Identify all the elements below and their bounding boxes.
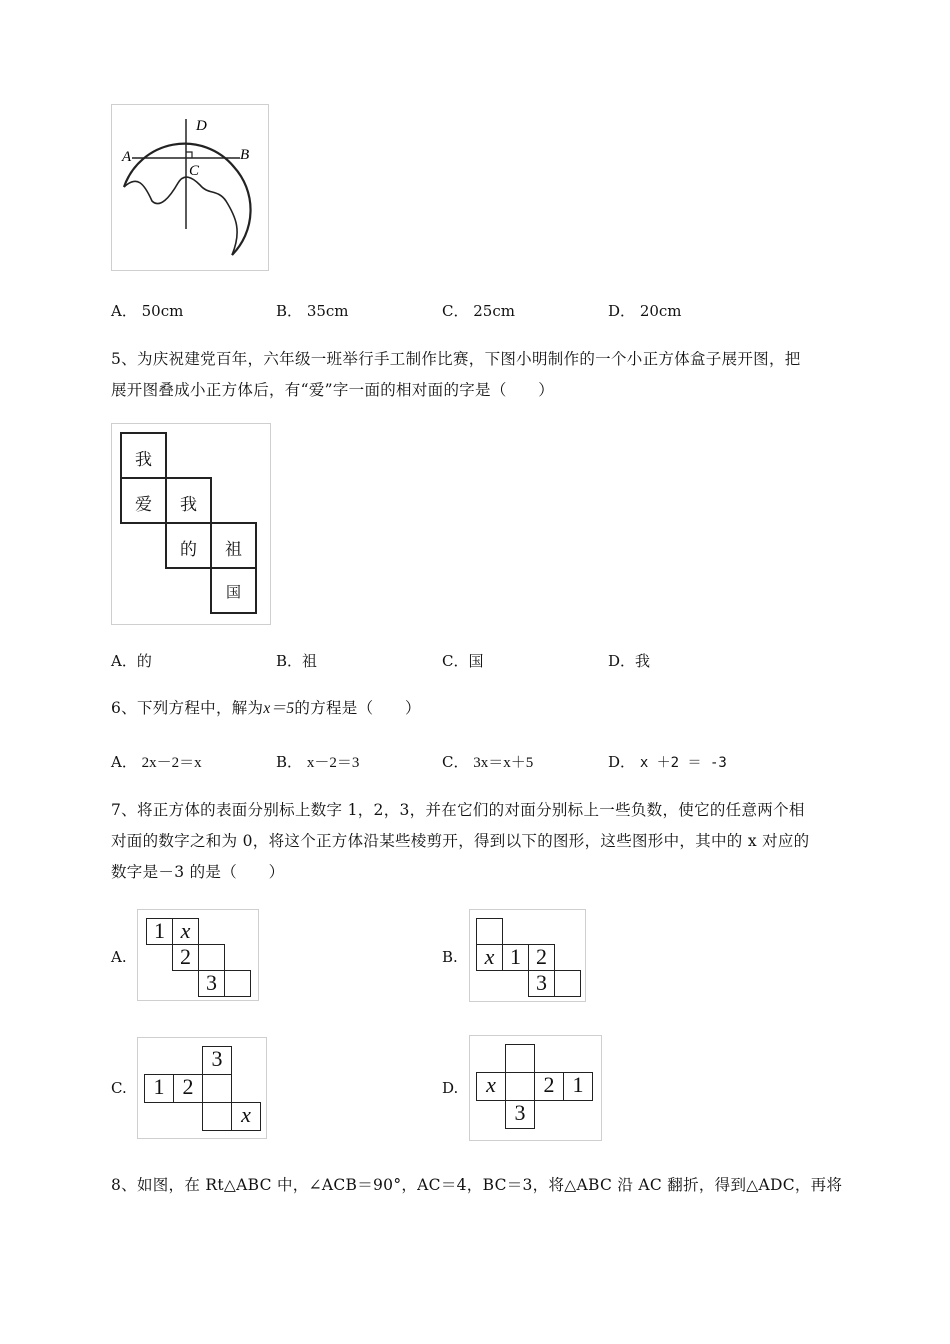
net-c-cell-3: 3 xyxy=(202,1046,232,1075)
q7-line-3: 数字是－3 的是（ ） xyxy=(111,863,285,881)
option-text: 35cm xyxy=(306,302,349,320)
q5-cell-4: 的 xyxy=(165,522,212,569)
q4-label-c: C xyxy=(189,163,200,179)
q7-option-b-label[interactable]: B. xyxy=(442,948,458,966)
q4-option-c[interactable] xyxy=(442,300,515,321)
q5-question xyxy=(111,344,891,406)
q4-figure xyxy=(112,105,268,270)
q4-option-a[interactable] xyxy=(111,300,183,321)
option-text: 国 xyxy=(468,652,484,670)
net-b-cell-1: 1 xyxy=(502,944,529,971)
option-text: 2x－2＝x xyxy=(141,755,202,771)
q7-net-d[interactable] xyxy=(469,1035,602,1141)
q4-label-a: A xyxy=(122,149,132,165)
q6-question xyxy=(111,693,421,724)
q7-net-c[interactable] xyxy=(137,1037,267,1139)
option-text: 25cm xyxy=(473,302,515,320)
net-b-cell-2: 2 xyxy=(528,944,555,971)
q5-net-frame xyxy=(111,423,271,625)
q5-line-2: 展开图叠成小正方体后，有“爱”字一面的相对面的字是（ ） xyxy=(111,381,555,399)
q7-option-a-label[interactable]: A. xyxy=(111,948,127,966)
q4-arc xyxy=(124,144,251,255)
option-letter: A． xyxy=(111,302,137,320)
net-a-cell-x: x xyxy=(172,918,199,945)
q8-question xyxy=(111,1170,901,1201)
q5-line-1: 5、为庆祝建党百年，六年级一班举行手工制作比赛，下图小明制作的一个小正方体盒子展开图，把 xyxy=(111,350,801,368)
q4-option-d[interactable] xyxy=(608,300,682,321)
q4-label-d: D xyxy=(196,118,207,134)
option-letter: C． xyxy=(442,302,469,320)
q6-option-c[interactable] xyxy=(442,751,533,772)
option-text: 50cm xyxy=(141,302,184,320)
option-text: x－2＝3 xyxy=(306,755,360,771)
q8-line-1: 8、如图，在 Rt△ABC 中，∠ACB＝90°，AC＝4，BC＝3，将△ABC 沿 AC 翻折，得到△ADC，再将 xyxy=(111,1176,843,1194)
q6-equation: x＝5 xyxy=(263,700,295,717)
q7-option-d-label[interactable]: D. xyxy=(442,1079,459,1097)
q5-option-d[interactable] xyxy=(608,650,650,671)
option-letter: B． xyxy=(276,652,303,670)
net-c-cell-2: 2 xyxy=(173,1074,203,1103)
q6-option-d[interactable] xyxy=(608,751,727,772)
q5-cell-1: 我 xyxy=(120,432,167,479)
net-d-cell-2: 2 xyxy=(534,1072,564,1101)
q7-net-a[interactable] xyxy=(137,909,259,1001)
q6-prefix: 6、下列方程中，解为 xyxy=(111,699,264,717)
q6-option-a[interactable] xyxy=(111,751,202,772)
option-letter: C． xyxy=(442,652,469,670)
q5-cell-3: 我 xyxy=(165,477,212,524)
option-letter: C． xyxy=(442,753,469,771)
net-a-cell-3: 3 xyxy=(198,970,225,997)
net-b-cell-x: x xyxy=(476,944,503,971)
option-letter: A． xyxy=(111,753,137,771)
net-c-cell-empty-mid xyxy=(202,1074,232,1103)
option-text: 3x＝x＋5 xyxy=(473,755,534,771)
net-b-cell-empty-right xyxy=(554,970,581,997)
q4-option-b[interactable] xyxy=(276,300,349,321)
q7-line-1: 7、将正方体的表面分别标上数字 1，2，3，并在它们的对面分别标上一些负数，使它的任意两个相 xyxy=(111,801,805,819)
option-letter: D． xyxy=(608,753,636,771)
net-d-cell-x: x xyxy=(476,1072,506,1101)
q4-right-angle-mark xyxy=(186,152,192,158)
net-a-cell-2: 2 xyxy=(172,944,199,971)
option-letter: D． xyxy=(608,652,636,670)
q5-cell-2: 爱 xyxy=(120,477,167,524)
q6-suffix: 的方程是（ ） xyxy=(294,699,421,717)
net-a-cell-empty-1 xyxy=(198,944,225,971)
option-letter: D． xyxy=(608,302,636,320)
option-letter: A． xyxy=(111,652,137,670)
q4-broken-edge xyxy=(124,177,237,255)
net-c-cell-x: x xyxy=(231,1102,261,1131)
q5-option-b[interactable] xyxy=(276,650,317,671)
option-text: x ＋2 ＝ -3 xyxy=(639,755,727,771)
option-text: 祖 xyxy=(302,652,318,670)
option-text: 20cm xyxy=(639,302,682,320)
q6-option-b[interactable] xyxy=(276,751,359,772)
net-c-cell-1: 1 xyxy=(144,1074,174,1103)
net-d-cell-3: 3 xyxy=(505,1100,535,1129)
net-a-cell-empty-2 xyxy=(224,970,251,997)
q5-option-a[interactable] xyxy=(111,650,152,671)
net-b-cell-empty-top xyxy=(476,918,503,945)
option-text: 我 xyxy=(635,652,651,670)
option-letter: B． xyxy=(276,753,303,771)
net-d-cell-1: 1 xyxy=(563,1072,593,1101)
q4-figure-frame xyxy=(111,104,269,271)
net-a-cell-1: 1 xyxy=(146,918,173,945)
option-letter: B． xyxy=(276,302,303,320)
q5-cell-6: 国 xyxy=(210,567,257,614)
net-b-cell-3: 3 xyxy=(528,970,555,997)
q7-line-2: 对面的数字之和为 0，将这个正方体沿某些棱剪开，得到以下的图形，这些图形中，其中的 x 对应的 xyxy=(111,832,810,850)
net-d-cell-empty-top xyxy=(505,1044,535,1073)
net-c-cell-empty-bottom xyxy=(202,1102,232,1131)
q7-question xyxy=(111,795,901,888)
q4-label-b: B xyxy=(240,147,250,163)
q5-cell-5: 祖 xyxy=(210,522,257,569)
option-text: 的 xyxy=(136,652,152,670)
q7-option-c-label[interactable]: C. xyxy=(111,1079,127,1097)
q5-option-c[interactable] xyxy=(442,650,484,671)
net-d-cell-empty-center xyxy=(505,1072,535,1101)
q7-net-b[interactable] xyxy=(469,909,586,1002)
